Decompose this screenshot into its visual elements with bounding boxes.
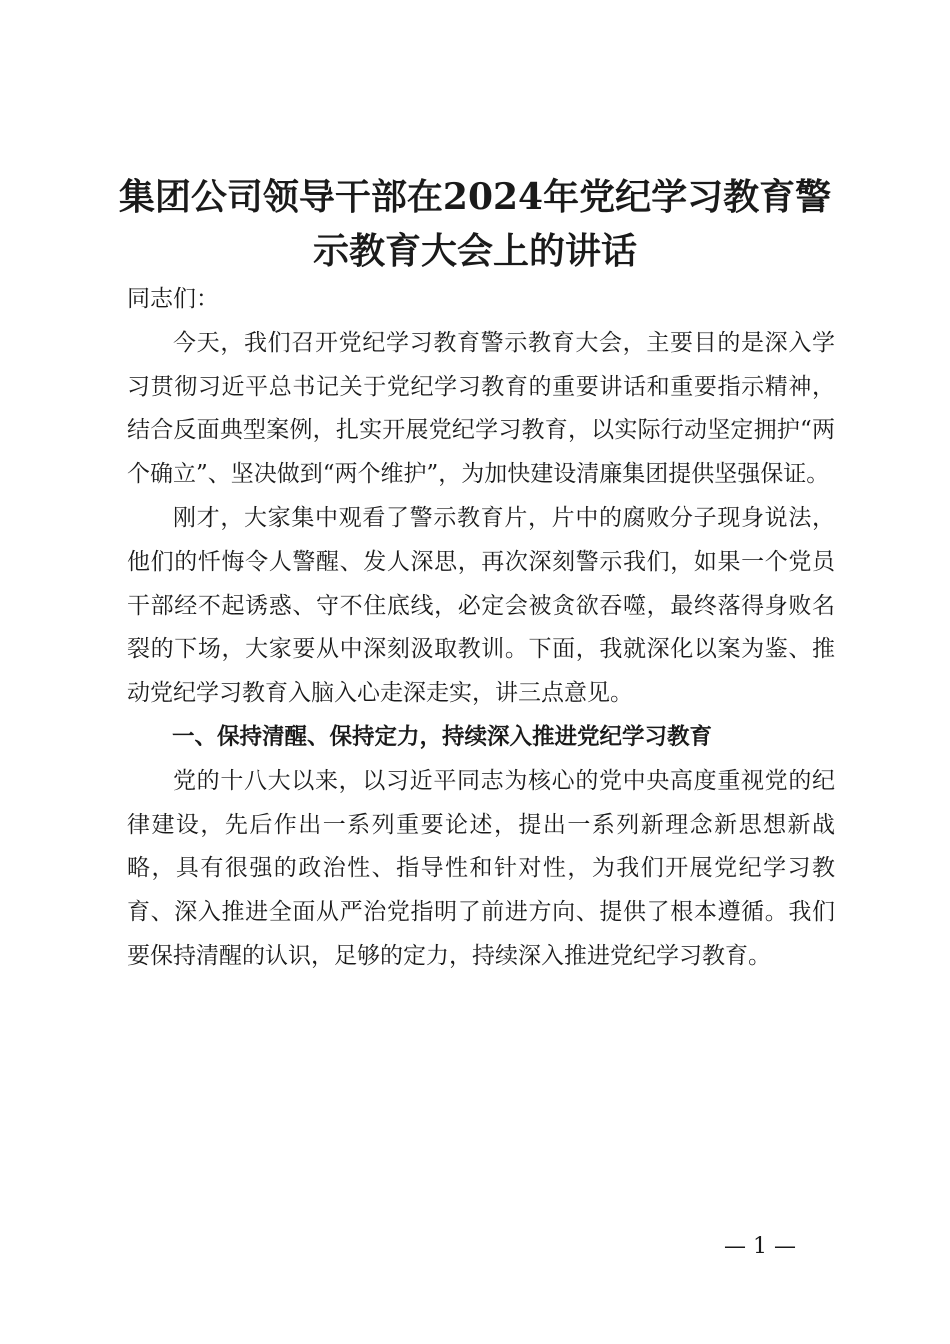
section-heading-1: 一、保持清醒、保持定力，持续深入推进党纪学习教育 xyxy=(172,723,713,750)
page-number: — 1 — xyxy=(724,1234,796,1259)
title-line-2: 示教育大会上的讲话 xyxy=(312,230,637,272)
paragraph-section-1: 党的十八大以来，以习近平同志为核心的党中央高度重视党的纪律建设，先后作出一系列重要论述，提出一系列新理念新思想新战略，具有很强的政治性、指导性和针对性，为我们开展党纪学习教育、深入推进全面从严治党指明了前进方向、提供了根本遵循。我们要保持清醒的认识，足够的定力，持续深入推进党纪学习教育。 xyxy=(127,767,835,969)
paragraph-warning-film: 刚才，大家集中观看了警示教育片，片中的腐败分子现身说法，他们的忏悔令人警醒、发人深思，再次深刻警示我们，如果一个党员干部经不起诱惑、守不住底线，必定会被贪欲吞噬，最终落得身败名裂的下场，大家要从中深刻汲取教训。下面，我就深化以案为鉴、推动党纪学习教育入脑入心走深走实，讲三点意见。 xyxy=(127,504,835,707)
document-title xyxy=(100,170,850,278)
document-body xyxy=(127,278,835,979)
salutation: 同志们： xyxy=(127,286,219,312)
paragraph-opening: 今天，我们召开党纪学习教育警示教育大会，主要目的是深入学习贯彻习近平总书记关于党纪学习教育的重要讲话和重要指示精神，结合反面典型案例，扎实开展党纪学习教育，以实际行动坚定拥护“两个确立”、坚决做到“两个维护”，为加快建设清廉集团提供坚强保证。 xyxy=(127,329,835,488)
title-line-1: 集团公司领导干部在2024年党纪学习教育警 xyxy=(118,176,832,218)
